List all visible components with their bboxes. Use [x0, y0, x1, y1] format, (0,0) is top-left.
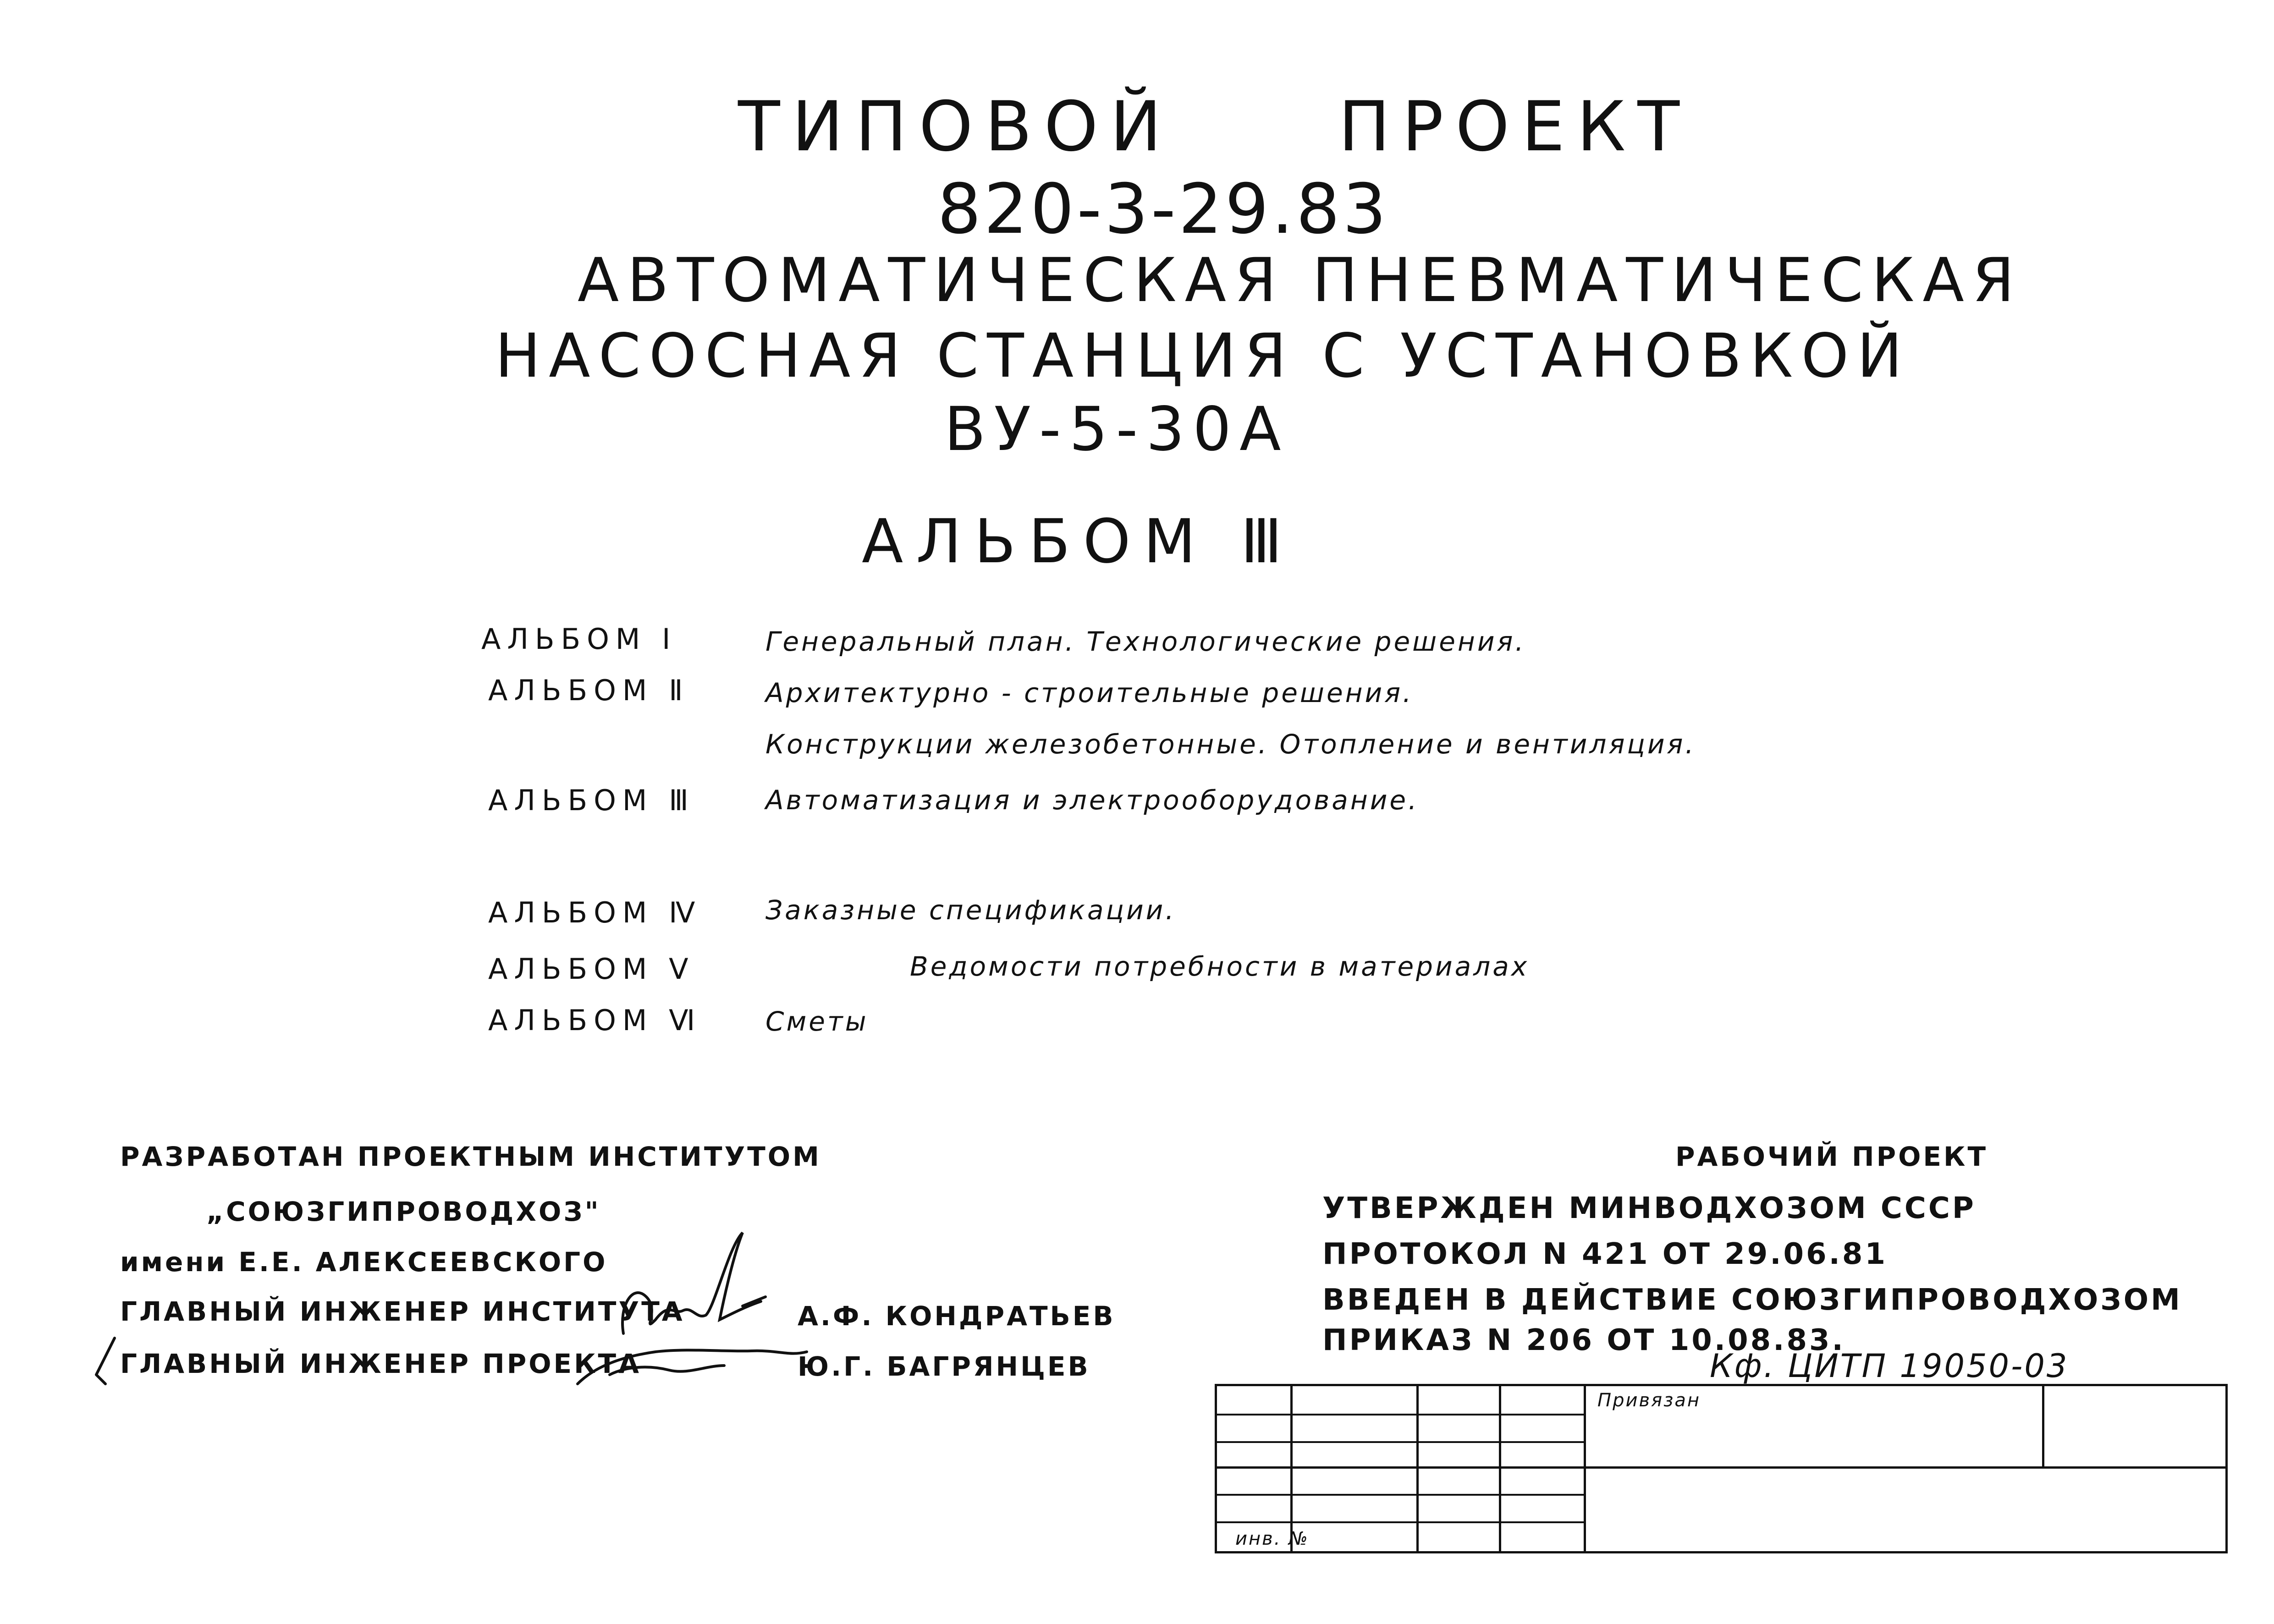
album-desc: Ведомости потребности в материалах [910, 951, 1530, 982]
table-vline [1499, 1386, 1501, 1551]
developer-institute: „СОЮЗГИПРОВОДХОЗ" [206, 1196, 601, 1227]
table-hline [1217, 1414, 1586, 1416]
table-vline [2042, 1386, 2044, 1466]
album-desc: Генеральный план. Технологические решения. [765, 626, 1526, 657]
table-hline [1217, 1441, 1586, 1443]
signature-project-loop [610, 1366, 724, 1375]
approval-order: ПРИКАЗ N 206 ОТ 10.08.83. [1322, 1323, 1845, 1357]
album-desc: Архитектурно - строительные решения. [765, 677, 1414, 708]
album-heading: АЛЬБОМ Ⅲ [862, 506, 1295, 577]
approval-protocol: ПРОТОКОЛ N 421 ОТ 29.06.81 [1322, 1237, 1888, 1271]
table-hline [1217, 1521, 1586, 1523]
table-hline [1217, 1494, 1586, 1496]
chief-engineer-label: ГЛАВНЫЙ ИНЖЕНЕР ИНСТИТУТА [120, 1296, 685, 1327]
table-vline [1416, 1386, 1419, 1551]
album-desc: Конструкции железобетонные. Отопление и вентиляция. [765, 729, 1696, 760]
signatures-graphic [92, 1228, 825, 1393]
album-desc: Сметы [765, 1006, 869, 1037]
signature-project [578, 1350, 807, 1384]
project-engineer-name: Ю.Г. БАГРЯНЦЕВ [798, 1351, 1090, 1382]
check-mark [96, 1338, 115, 1384]
doc-type-heading [738, 87, 1691, 167]
table-vline [1584, 1386, 1586, 1551]
album-label: АЛЬБОМ Ⅴ [488, 952, 695, 986]
project-number: 820-3-29.83 [937, 170, 1389, 249]
album-label: АЛЬБОМ Ⅲ [488, 784, 695, 817]
album-label: АЛЬБОМ Ⅰ [481, 622, 677, 656]
developer-line1: РАЗРАБОТАН ПРОЕКТНЫМ ИНСТИТУТОМ [120, 1141, 821, 1172]
heading-typical: ТИПОВОЙ [738, 87, 1173, 167]
album-desc: Заказные спецификации. [765, 894, 1176, 926]
developer-named-after: имени Е.Е. АЛЕКСЕЕВСКОГО [120, 1246, 608, 1278]
chief-engineer-name: А.Ф. КОНДРАТЬЕВ [798, 1300, 1116, 1332]
album-label: АЛЬБОМ Ⅳ [488, 896, 702, 929]
album-label: АЛЬБОМ Ⅵ [488, 1004, 702, 1037]
project-title-line2: НАСОСНАЯ СТАНЦИЯ С УСТАНОВКОЙ [495, 321, 1911, 391]
signature-chief [622, 1233, 761, 1333]
table-hline [1217, 1466, 2225, 1469]
approval-working-project: РАБОЧИЙ ПРОЕКТ [1675, 1141, 1988, 1172]
heading-project: ПРОЕКТ [1338, 87, 1692, 167]
project-engineer-label: ГЛАВНЫЙ ИНЖЕНЕР ПРОЕКТА [120, 1348, 641, 1379]
table-linked-label: Привязан [1597, 1390, 1701, 1411]
album-label: АЛЬБОМ Ⅱ [488, 674, 689, 707]
stamp-note: Кф. ЦИТП 19050-03 [1710, 1347, 2069, 1385]
project-title-line1: АВТОМАТИЧЕСКАЯ ПНЕВМАТИЧЕСКАЯ [578, 245, 2023, 316]
approval-enacted-by: ВВЕДЕН В ДЕЙСТВИЕ СОЮЗГИПРОВОДХОЗОМ [1322, 1283, 2182, 1317]
table-inv-label: инв. № [1235, 1528, 1309, 1549]
stamp-table [1215, 1384, 2228, 1553]
project-title-line3: ВУ-5-30А [944, 394, 1289, 465]
album-desc: Автоматизация и электрооборудование. [765, 785, 1419, 816]
approval-approved-by: УТВЕРЖДЕН МИНВОДХОЗОМ СССР [1322, 1191, 1976, 1225]
table-vline [1290, 1386, 1293, 1551]
